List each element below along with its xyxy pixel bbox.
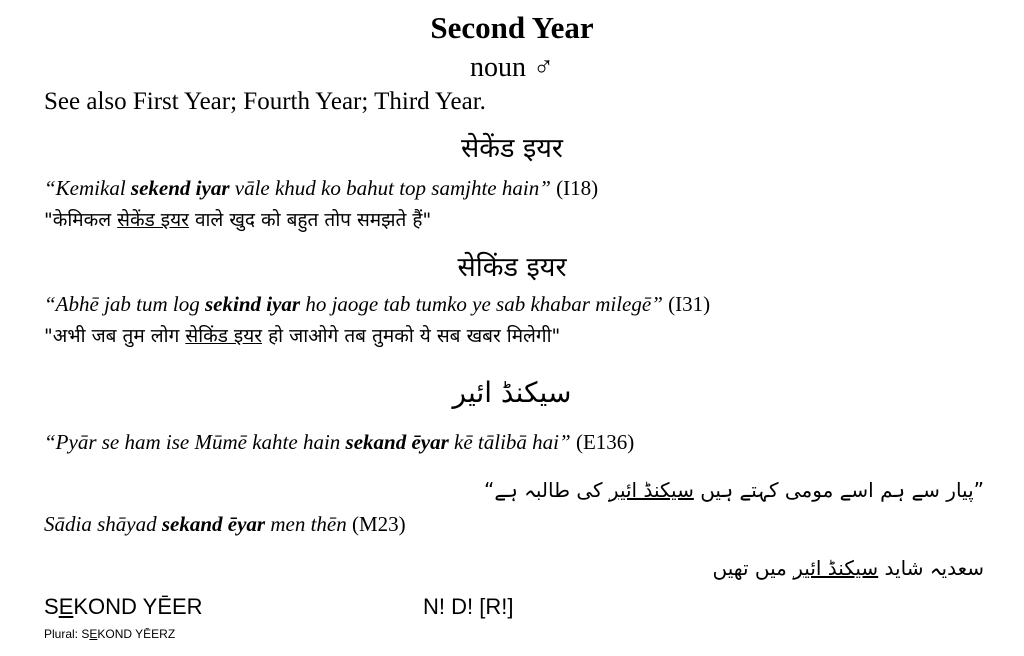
quote-latin-2: “Abhē jab tum log sekind iyar ho jaoge tab tumko ye sab khabar milegē” (I31) [44, 292, 711, 316]
hindi-heading-1: सेकेंड इयर [461, 133, 563, 164]
quote-latin-1: “Kemikal sekend iyar vāle khud ko bahut top samjhte hain” (I18) [44, 176, 599, 200]
quote-ref-4: (M23) [346, 512, 406, 536]
quote-native-2: "अभी जब तुम लोग सेकिंड इयर हो जाओगे तब तुमको ये सब खबर मिलेगी" [44, 325, 561, 347]
urdu-heading: سیکنڈ ائیر [452, 376, 572, 409]
see-also: See also First Year; Fourth Year; Third Year. [44, 88, 486, 115]
quote-latin-3: “Pyār se ham ise Mūmē kahte hain sekand ēyar kē tālibā hai” (E136) [44, 430, 635, 454]
quote-ref-3: (E136) [570, 430, 635, 454]
quote-native-3: ”پیار سے ہم اسے مومی کہتے ہیں سیکنڈ ائیر کی طالبہ ہے“ [484, 478, 984, 502]
quote-ref-1: (I18) [550, 176, 599, 200]
plural-form: Plural: SEKOND YĒERZ [44, 627, 176, 641]
quote-native-4: سعدیہ شاید سیکنڈ ائیر میں تھیں [712, 556, 984, 580]
part-of-speech: noun ♂ [470, 52, 554, 83]
quote-native-1: "केमिकल सेकेंड इयर वाले खुद को बहुत तोप समझते हैं" [44, 209, 432, 231]
rating-marks: N! D! [R!] [423, 594, 514, 619]
pronunciation: SEKOND YĒER [44, 594, 203, 619]
hindi-heading-2: सेकिंड इयर [457, 252, 567, 283]
quote-latin-4: Sādia shāyad sekand ēyar men thēn (M23) [44, 512, 406, 536]
quote-ref-2: (I31) [662, 292, 711, 316]
entry-title: Second Year [430, 10, 594, 45]
